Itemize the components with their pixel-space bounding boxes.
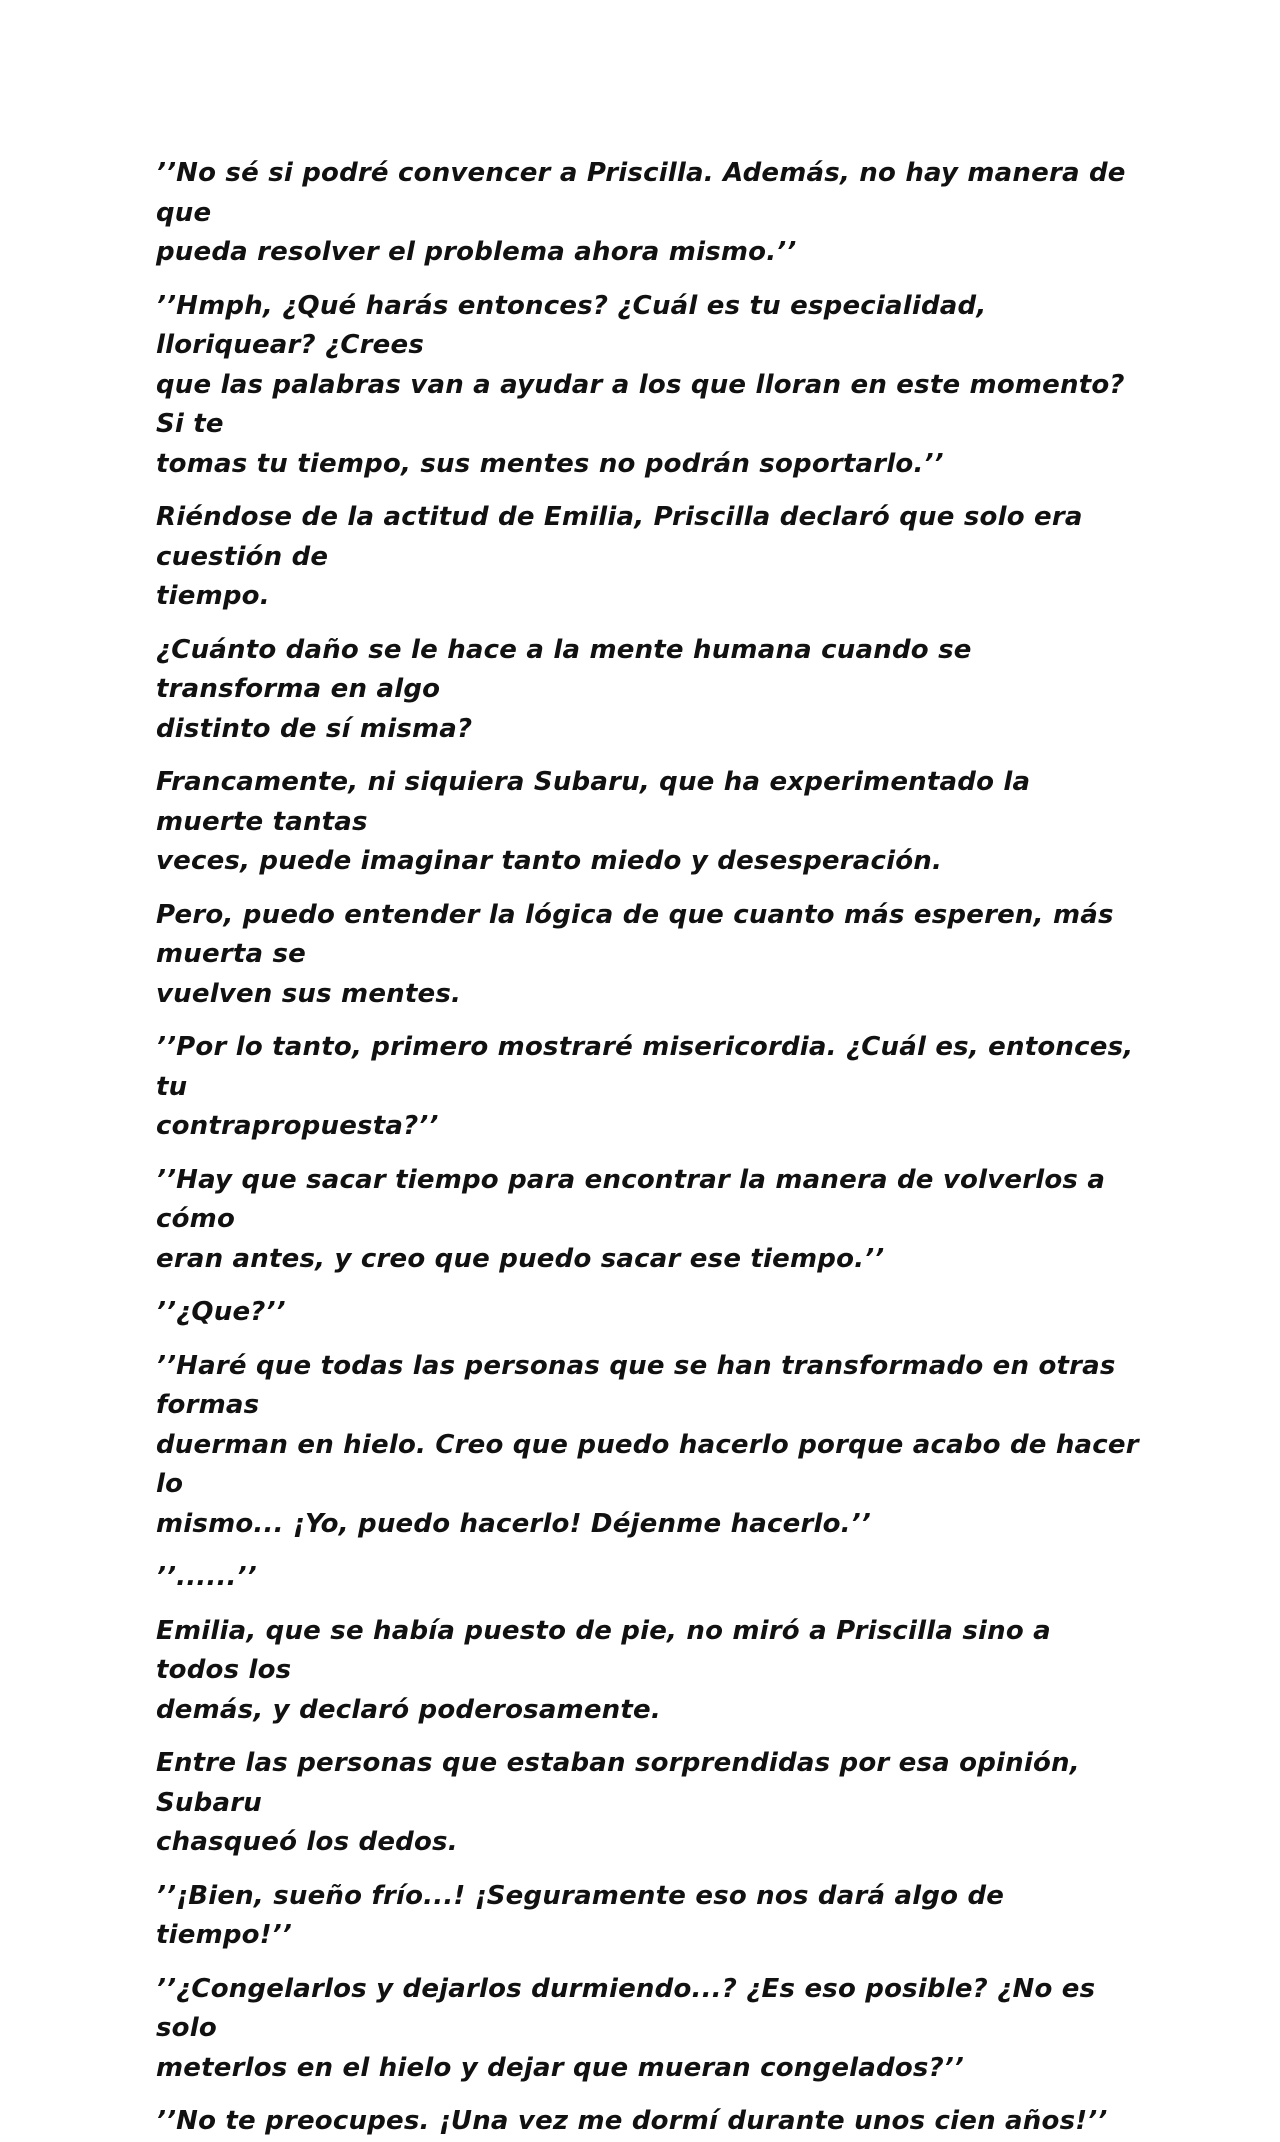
paragraph: Entre las personas que estaban sorprendidas por esa opinión, Subaru chasqueó los dedos. bbox=[156, 1748, 1080, 1857]
document-body bbox=[156, 154, 1141, 2142]
paragraph: ’’No sé si podré convencer a Priscilla. Además, no hay manera de que pueda resolver el problema ahora mismo.’’ bbox=[156, 158, 1126, 267]
paragraph: ’’Haré que todas las personas que se han transformado en otras formas duerman en hielo. Creo que puedo hacerlo porque acabo de hacer lo mismo... ¡Yo, puedo hacerlo! Déjenme hacerlo.’’ bbox=[156, 1350, 1139, 1539]
paragraph: ’’Hay que sacar tiempo para encontrar la manera de volverlos a cómo eran antes, y creo que puedo sacar ese tiempo.’’ bbox=[156, 1164, 1106, 1274]
paragraph: ’’Hmph, ¿Qué harás entonces? ¿Cuál es tu especialidad, lloriquear? ¿Crees que las palabras van a ayudar a los que lloran en este momento? Si te tomas tu tiempo, sus mentes no podrán soportarlo.’’ bbox=[156, 290, 1125, 479]
paragraph: Emilia, que se había puesto de pie, no miró a Priscilla sino a todos los demás, y declaró poderosamente. bbox=[156, 1615, 1051, 1725]
paragraph: ’’......’’ bbox=[156, 1562, 257, 1592]
paragraph: ’’Por lo tanto, primero mostraré misericordia. ¿Cuál es, entonces, tu contrapropuesta?’’ bbox=[156, 1032, 1134, 1141]
paragraph: ¿Cuánto daño se le hace a la mente humana cuando se transforma en algo distinto de sí misma? bbox=[156, 634, 972, 744]
paragraph: Riéndose de la actitud de Emilia, Priscilla declaró que solo era cuestión de tiempo. bbox=[156, 502, 1083, 611]
paragraph: ’’¡Bien, sueño frío...! ¡Seguramente eso nos dará algo de tiempo!’’ bbox=[156, 1880, 1005, 1950]
paragraph: Francamente, ni siquiera Subaru, que ha experimentado la muerte tantas veces, puede imaginar tanto miedo y desesperación. bbox=[156, 767, 1031, 876]
paragraph: ’’¿Que?’’ bbox=[156, 1297, 286, 1327]
paragraph: ’’¿Congelarlos y dejarlos durmiendo...? ¿Es eso posible? ¿No es solo meterlos en el hielo y dejar que mueran congelados?’’ bbox=[156, 1973, 1096, 2083]
paragraph: Pero, puedo entender la lógica de que cuanto más esperen, más muerta se vuelven sus mentes. bbox=[156, 899, 1114, 1009]
paragraph: ’’No te preocupes. ¡Una vez me dormí durante unos cien años!’’ bbox=[156, 2106, 1108, 2136]
